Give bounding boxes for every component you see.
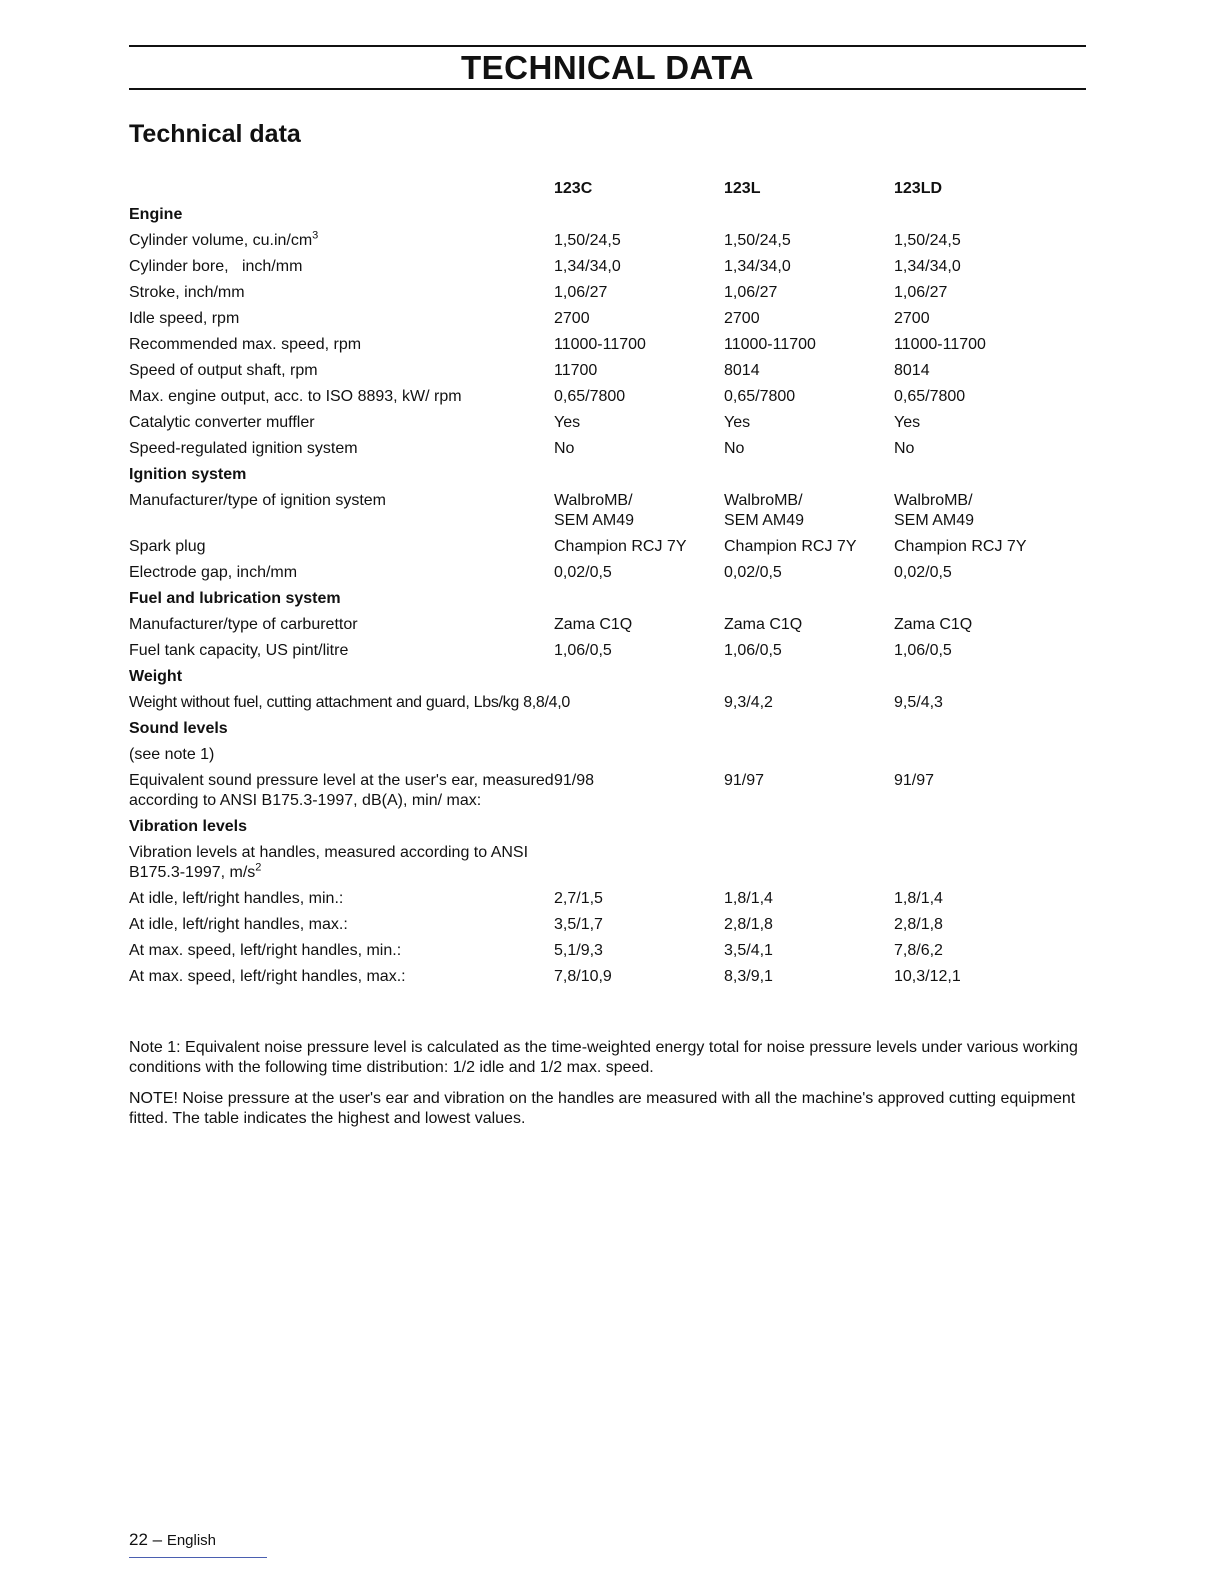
page-header-title: TECHNICAL DATA <box>461 49 754 86</box>
section-title: Technical data <box>129 120 301 148</box>
table-row: Weight without fuel, cutting attachment and guard, Lbs/kg 8,8/4,0 9,3/4,2 9,5/4,3 <box>129 694 943 711</box>
table-row: Fuel tank capacity, US pint/litre 1,06/0,5 1,06/0,5 1,06/0,5 <box>129 642 952 659</box>
footer-language: English <box>166 1532 217 1549</box>
table-row: At idle, left/right handles, max.: 3,5/1,7 2,8/1,8 2,8/1,8 <box>129 916 943 933</box>
header-rule-bottom <box>129 88 1086 90</box>
table-row: Recommended max. speed, rpm 11000-11700 11000-11700 11000-11700 <box>129 336 986 353</box>
table-row: Equivalent sound pressure level at the user's ear, measured according to ANSI B175.3-1997, dB(A), min/ max: 91/98 91/97 91/97 <box>129 772 935 809</box>
page-number: 22 <box>129 1530 148 1549</box>
header-rule-top <box>129 45 1086 47</box>
table-row: Vibration levels at handles, measured according to ANSI B175.3-1997, $m/s^2$ <box>129 844 529 881</box>
table-row: Electrode gap, inch/mm 0,02/0,5 0,02/0,5 0,02/0,5 <box>129 564 952 581</box>
table-row: (see note 1) <box>129 746 215 763</box>
column-header-123l: 123L <box>724 180 761 197</box>
column-header-123ld: 123LD <box>894 180 943 197</box>
footer-rule <box>129 1557 267 1558</box>
column-header-row <box>129 176 1086 202</box>
group-title-ignition: Ignition system <box>129 466 247 483</box>
technical-data-table <box>129 176 1086 990</box>
group-title-sound: Sound levels <box>129 720 228 737</box>
page-footer <box>129 1530 216 1550</box>
table-row: Speed-regulated ignition system No No No <box>129 440 915 457</box>
table-row: Manufacturer/type of carburettor Zama C1Q Zama C1Q Zama C1Q <box>129 616 973 633</box>
table-row: At max. speed, left/right handles, min.: 5,1/9,3 3,5/4,1 7,8/6,2 <box>129 942 943 959</box>
group-title-weight: Weight <box>129 668 183 685</box>
table-row: Catalytic converter muffler Yes Yes Yes <box>129 414 921 431</box>
table-row: Stroke, inch/mm 1,06/27 1,06/27 1,06/27 <box>129 284 948 301</box>
table-row: Max. engine output, acc. to ISO 8893, kW/ rpm 0,65/7800 0,65/7800 0,65/7800 <box>129 388 966 405</box>
table-row: Manufacturer/type of ignition system WalbroMB/ SEM AM49 WalbroMB/ SEM AM49 WalbroMB/ SEM AM49 <box>129 492 975 529</box>
note-1: Note 1: Equivalent noise pressure level is calculated as the time-weighted energy total for noise pressure levels under various working conditions with the following time distribution: 1/2 idle and 1/2 max. speed. <box>129 1039 1078 1076</box>
group-title-vibration: Vibration levels <box>129 818 247 835</box>
table-row: At max. speed, left/right handles, max.: 7,8/10,9 8,3/9,1 10,3/12,1 <box>129 968 961 985</box>
footer-dash: – <box>147 1530 167 1549</box>
table-row: Spark plug Champion RCJ 7Y Champion RCJ 7Y Champion RCJ 7Y <box>129 538 1027 555</box>
notes <box>129 1038 1086 1140</box>
table-row: Speed of output shaft, rpm 11700 8014 8014 <box>129 362 930 379</box>
column-header-123c: 123C <box>554 180 593 197</box>
group-title-engine: Engine <box>129 206 183 223</box>
table-row: Cylinder bore, inch/mm 1,34/34,0 1,34/34,0 1,34/34,0 <box>129 258 961 275</box>
group-title-fuel: Fuel and lubrication system <box>129 590 341 607</box>
table-row: At idle, left/right handles, min.: 2,7/1,5 1,8/1,4 1,8/1,4 <box>129 890 943 907</box>
note-2: NOTE! Noise pressure at the user's ear and vibration on the handles are measured with all the machine's approved cutting equipment fitted. The table indicates the highest and lowest values. <box>129 1090 1076 1127</box>
table-row: Cylinder volume, $cu.in/cm^3$ 1,50/24,5 1,50/24,5 1,50/24,5 <box>129 229 961 249</box>
table-row: Idle speed, rpm 2700 2700 2700 <box>129 310 930 327</box>
